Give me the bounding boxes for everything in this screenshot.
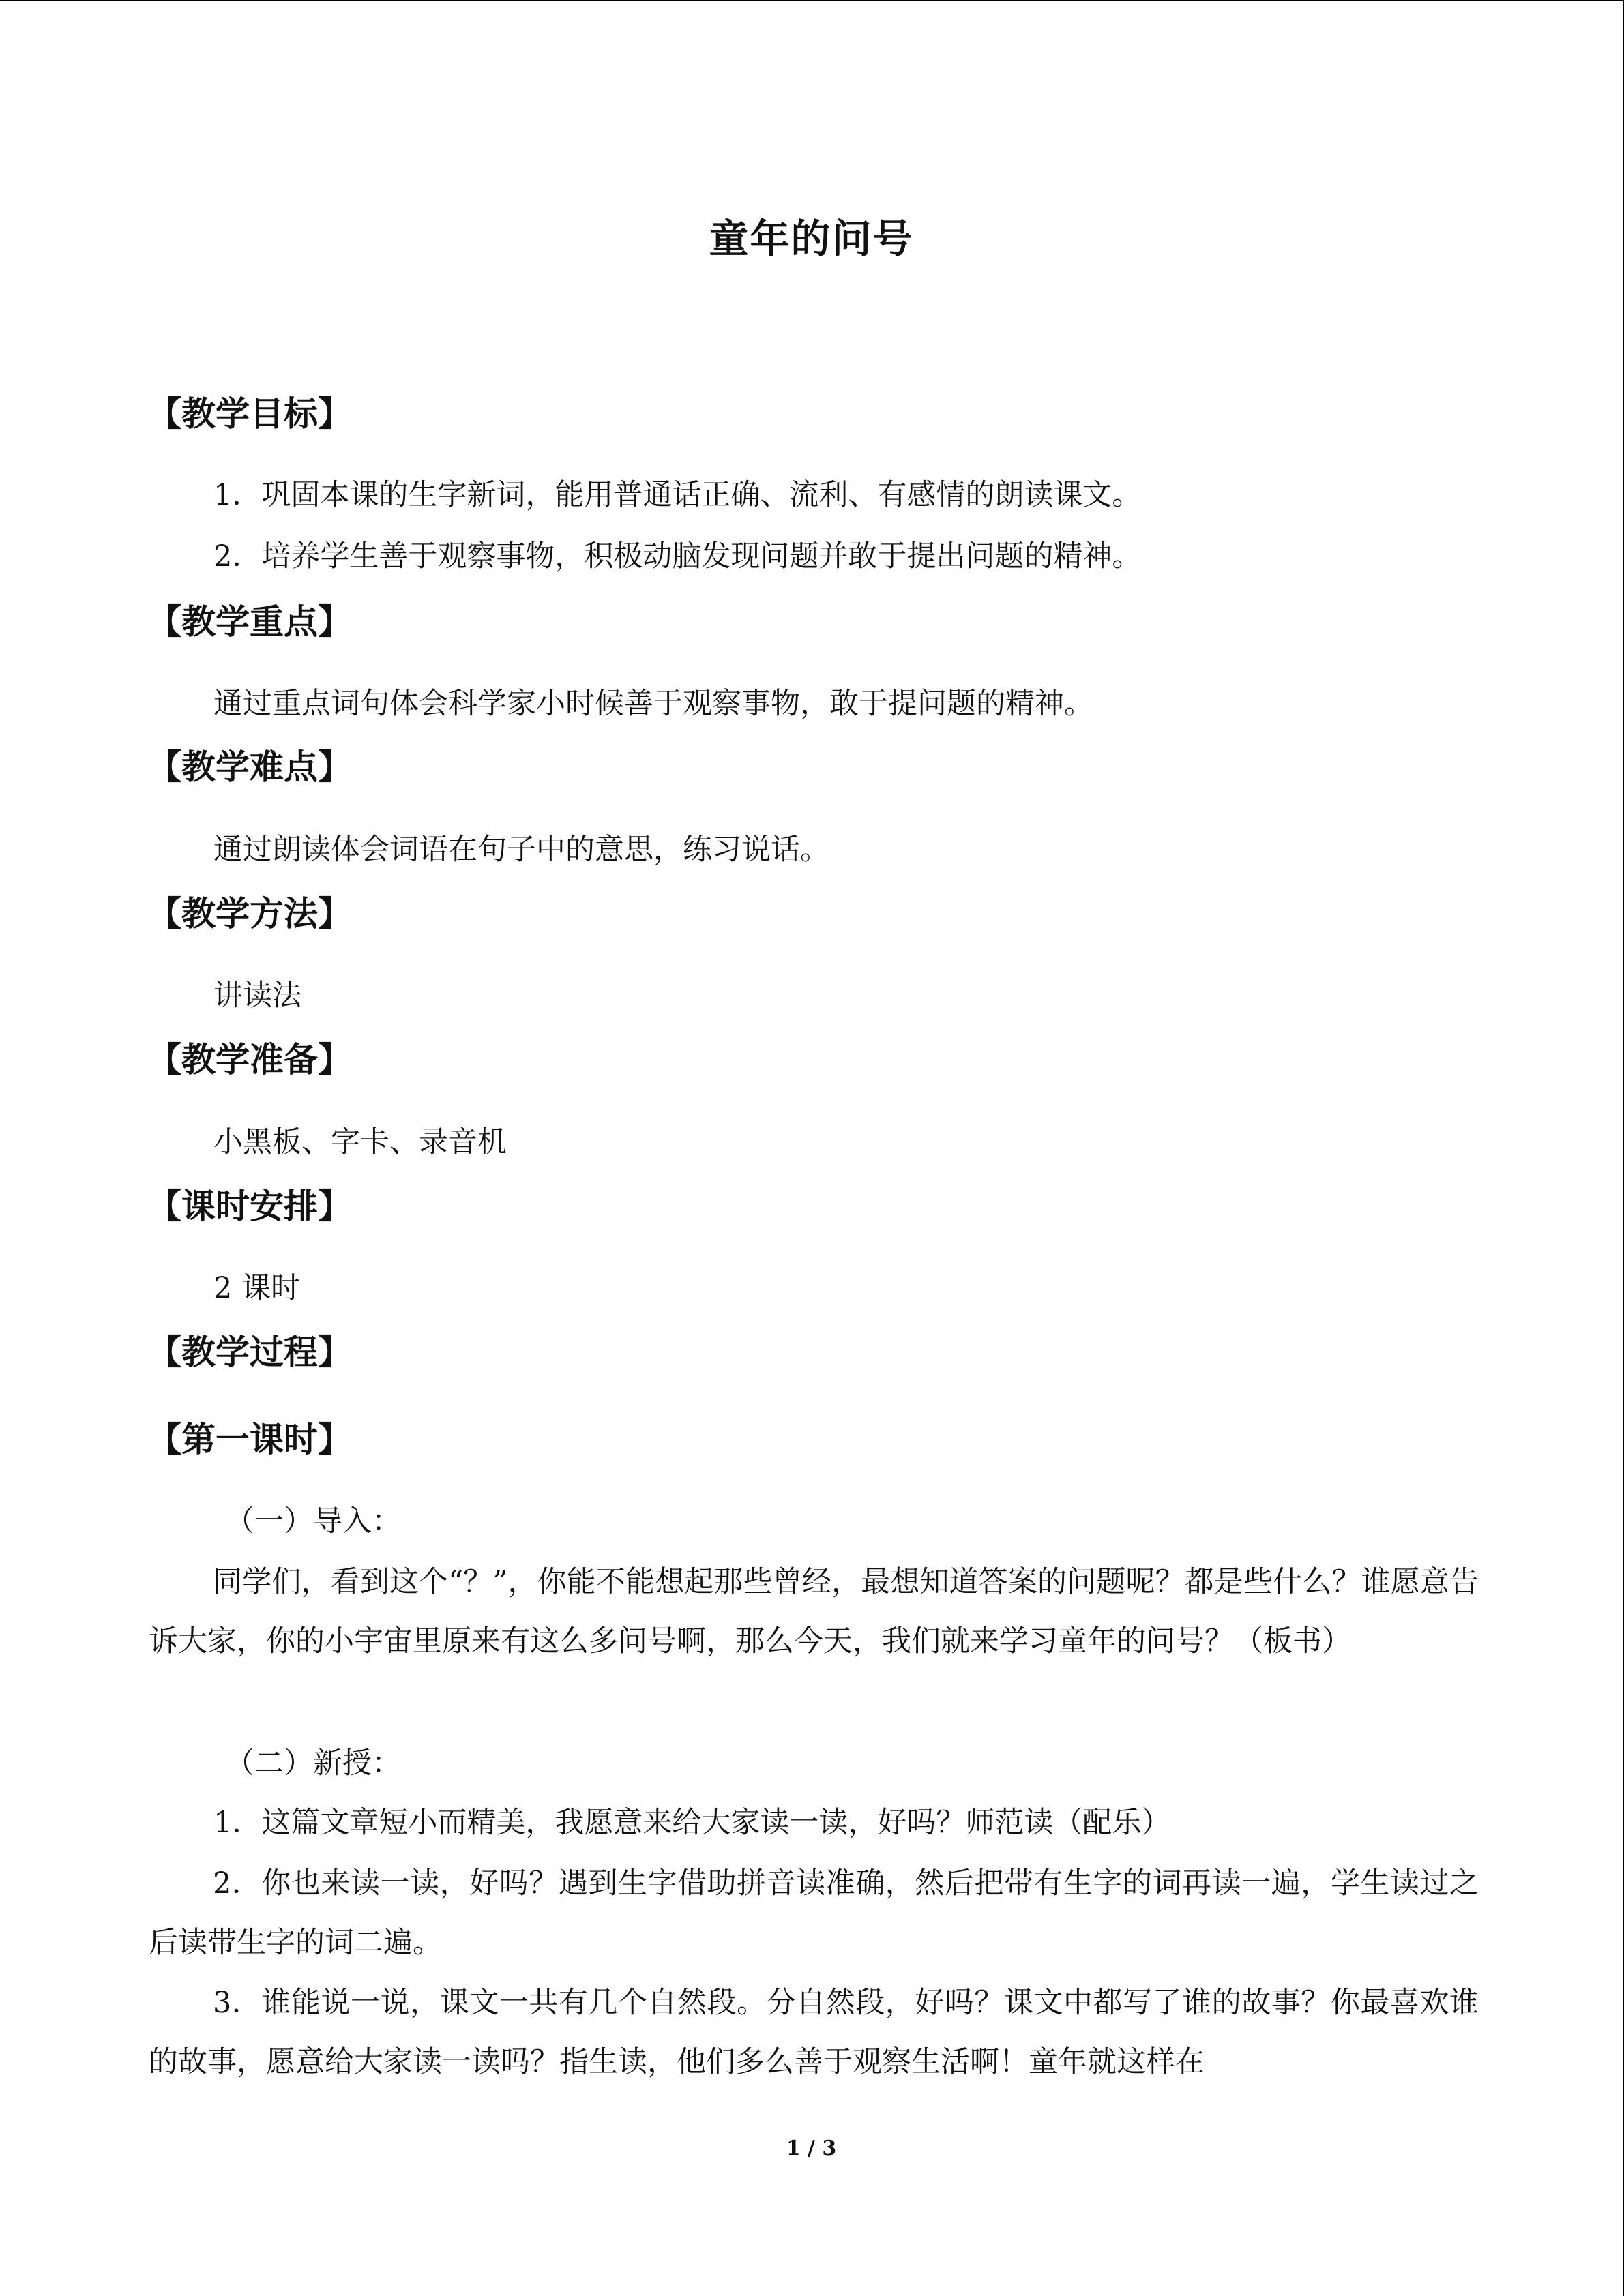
intro-paragraph: 同学们，看到这个“？”，你能不能想起那些曾经，最想知道答案的问题呢？都是些什么？谁愿意告诉大家，你的小宇宙里原来有这么多问号啊，那么今天，我们就来学习童年的问号？（板书） bbox=[149, 1565, 1479, 1658]
heading-objectives: 【教学目标】 bbox=[147, 394, 352, 434]
page-number: 1 / 3 bbox=[786, 2136, 837, 2160]
heading-process: 【教学过程】 bbox=[147, 1332, 352, 1372]
heading-difficulties: 【教学难点】 bbox=[147, 747, 352, 787]
objective-item-1: 1．巩固本课的生字新词，能用普通话正确、流利、有感情的朗读课文。 bbox=[213, 478, 1142, 512]
new-lesson-label: （二）新授： bbox=[225, 1746, 401, 1780]
heading-schedule: 【课时安排】 bbox=[147, 1187, 352, 1226]
schedule-text: 2 课时 bbox=[213, 1271, 301, 1305]
heading-lesson1: 【第一课时】 bbox=[147, 1420, 352, 1459]
intro-label: （一）导入： bbox=[225, 1504, 401, 1538]
difficulties-text: 通过朗读体会词语在句子中的意思，练习说话。 bbox=[213, 833, 829, 867]
heading-key-points: 【教学重点】 bbox=[147, 602, 352, 642]
document-title: 童年的问号 bbox=[709, 215, 914, 262]
step-2: 2．你也来读一读，好吗？遇到生字借助拼音读准确，然后把带有生字的词再读一遍，学生读过之后读带生字的词二遍。 bbox=[149, 1866, 1479, 1960]
heading-methods: 【教学方法】 bbox=[147, 894, 352, 934]
heading-preparation: 【教学准备】 bbox=[147, 1040, 352, 1079]
step-1: 1．这篇文章短小而精美，我愿意来给大家读一读，好吗？师范读（配乐） bbox=[213, 1806, 1171, 1840]
key-points-text: 通过重点词句体会科学家小时候善于观察事物，敢于提问题的精神。 bbox=[213, 687, 1093, 721]
methods-text: 讲读法 bbox=[213, 979, 301, 1013]
step-3: 3．谁能说一说，课文一共有几个自然段。分自然段，好吗？课文中都写了谁的故事？你最喜欢谁的故事，愿意给大家读一读吗？指生读，他们多么善于观察生活啊！童年就这样在 bbox=[149, 1986, 1479, 2079]
objective-item-2: 2．培养学生善于观察事物，积极动脑发现问题并敢于提出问题的精神。 bbox=[213, 539, 1142, 573]
preparation-text: 小黑板、字卡、录音机 bbox=[213, 1125, 507, 1159]
